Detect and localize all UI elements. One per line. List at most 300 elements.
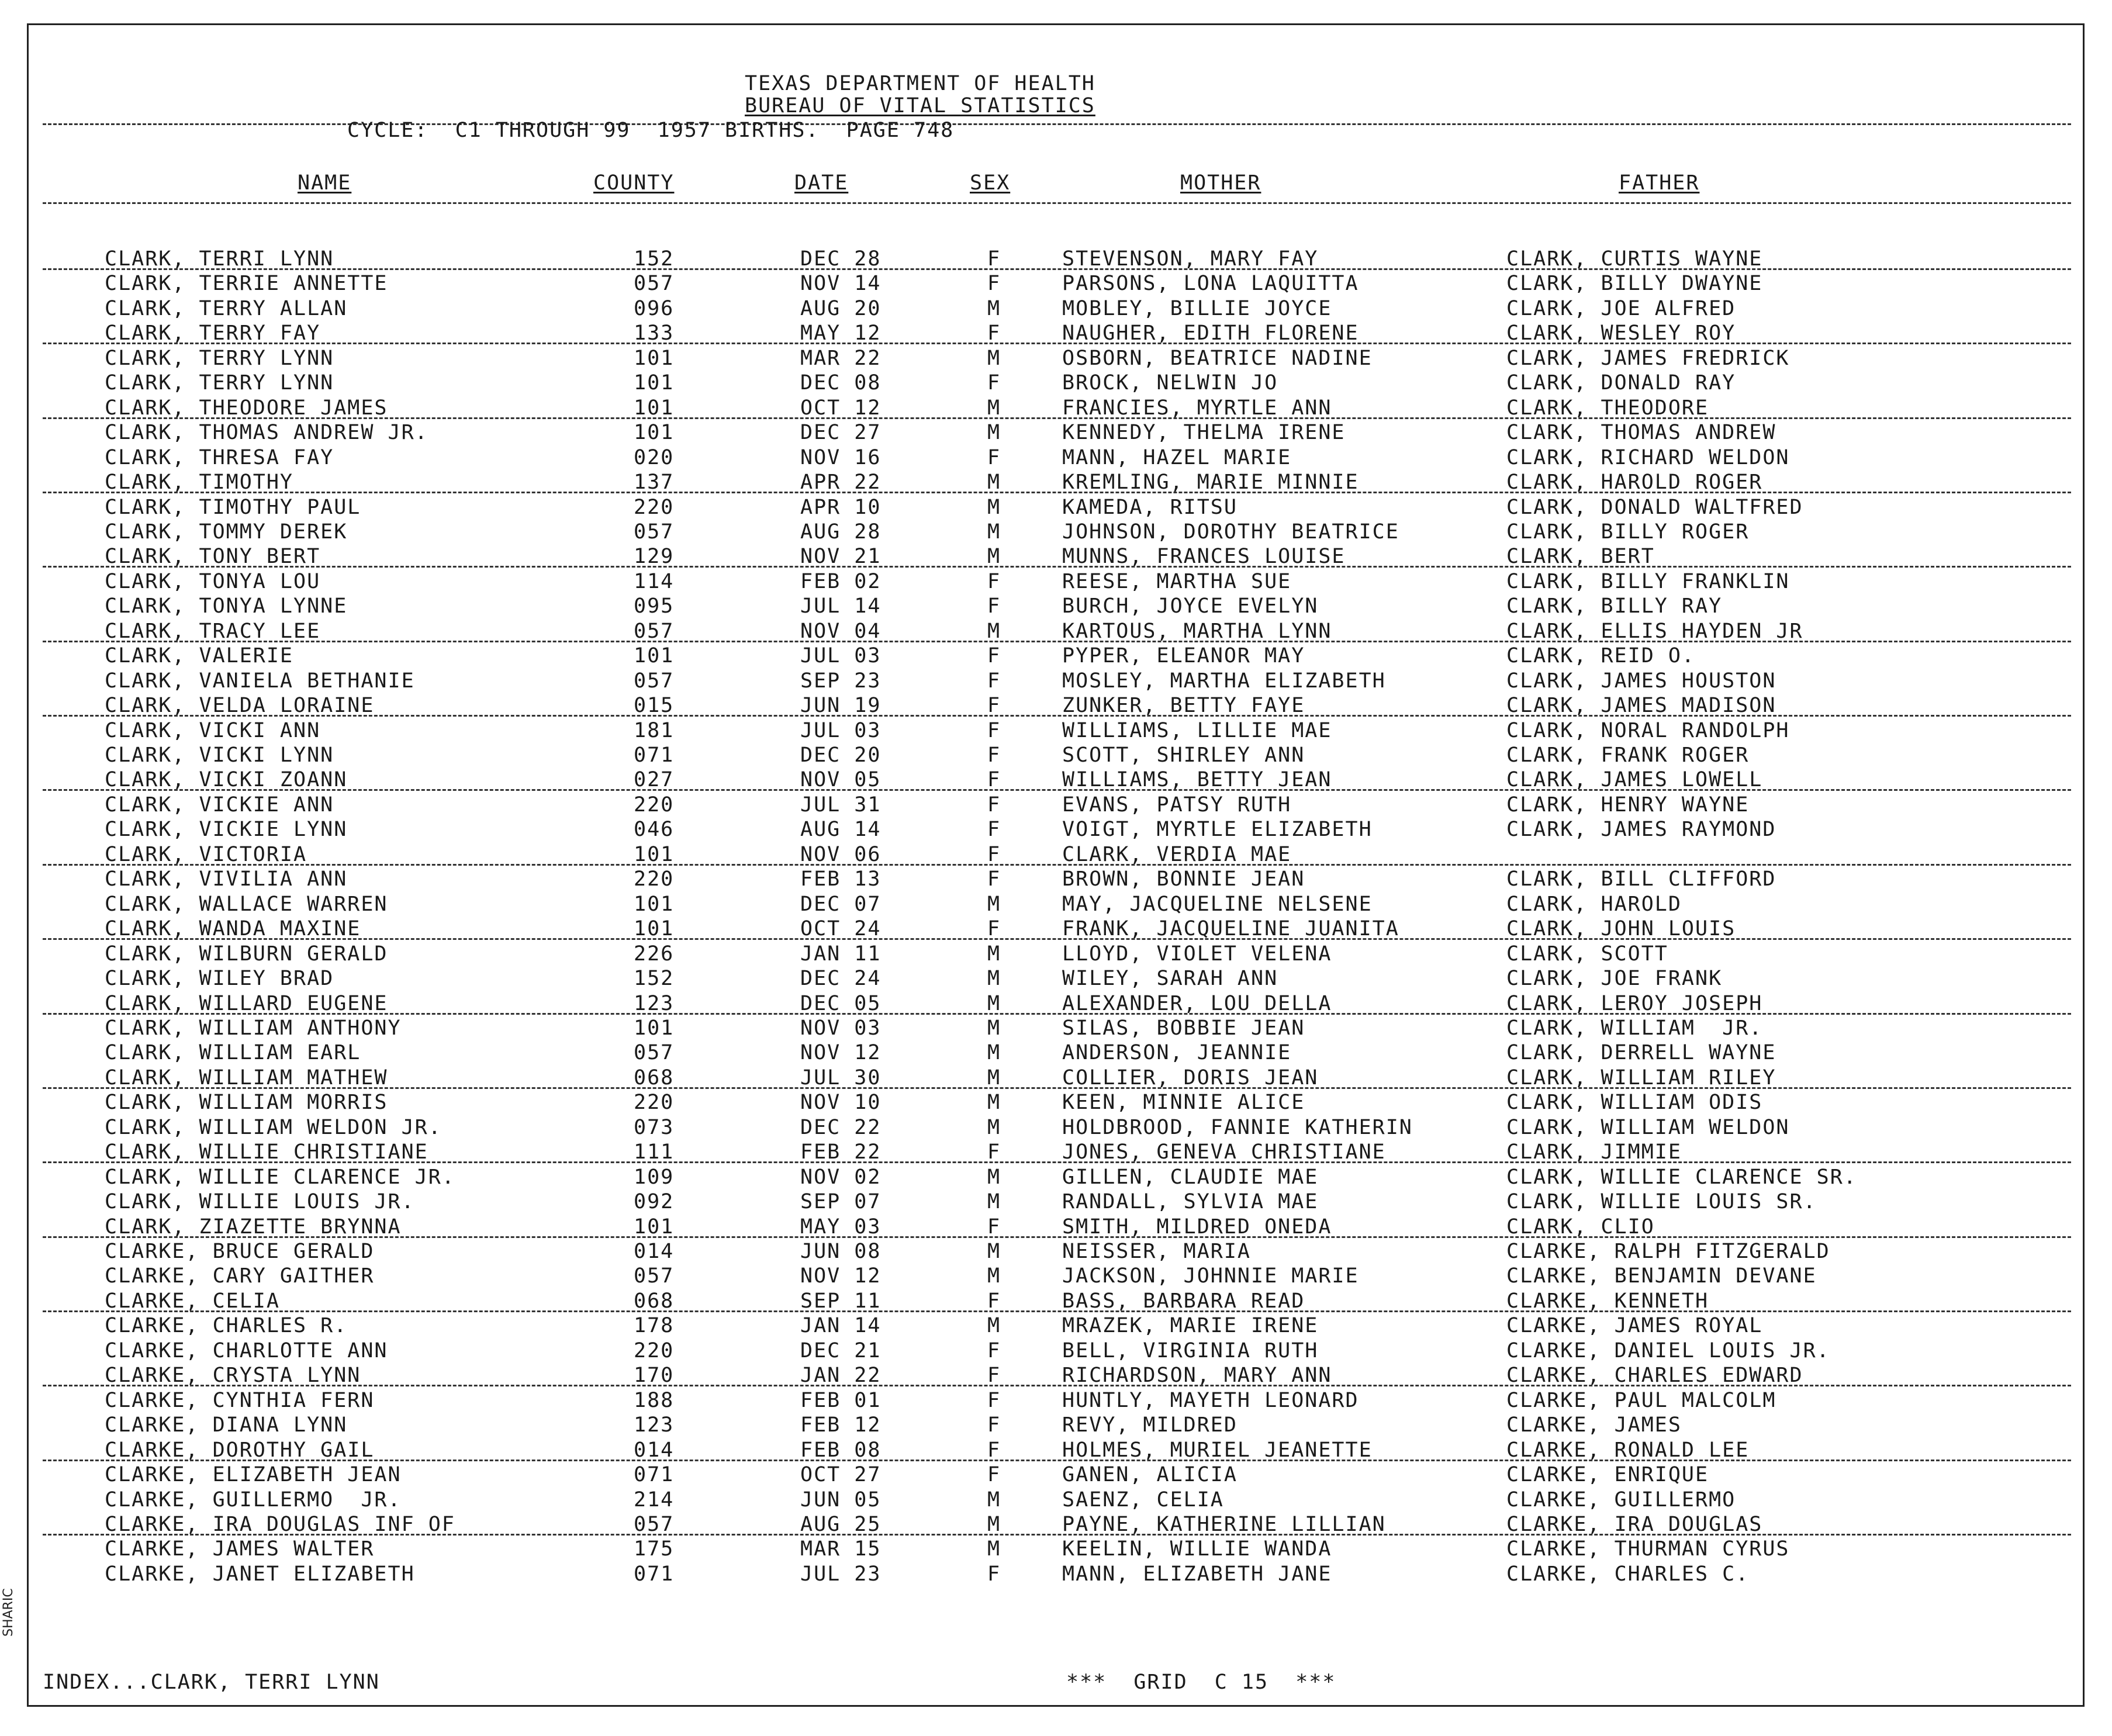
- cell-name: CLARK, TONY BERT: [105, 545, 321, 569]
- cell-county: 101: [634, 1016, 675, 1040]
- cell-father: CLARK, SCOTT: [1506, 942, 1668, 966]
- table-row: [29, 967, 2083, 992]
- cell-date: NOV 16: [800, 445, 882, 469]
- cell-county: 027: [634, 768, 675, 792]
- table-row: [29, 893, 2083, 918]
- cell-date: MAR 15: [800, 1537, 882, 1561]
- cell-date: OCT 12: [800, 396, 882, 420]
- cell-sex: M: [987, 1165, 1001, 1189]
- header-agency: TEXAS DEPARTMENT OF HEALTH: [745, 72, 1095, 95]
- cell-sex: M: [987, 1190, 1001, 1214]
- row-group-rule: [43, 566, 2071, 568]
- cell-county: 133: [634, 321, 675, 345]
- cell-date: SEP 07: [800, 1190, 882, 1214]
- cell-date: FEB 02: [800, 569, 882, 593]
- cell-county: 092: [634, 1190, 675, 1214]
- cell-sex: F: [987, 1215, 1001, 1239]
- cell-father: CLARKE, RALPH FITZGERALD: [1506, 1240, 1830, 1263]
- cell-county: 220: [634, 1091, 675, 1115]
- cell-date: NOV 02: [800, 1165, 882, 1189]
- cell-date: DEC 27: [800, 421, 882, 445]
- cell-name: CLARKE, CYNTHIA FERN: [105, 1388, 375, 1412]
- cell-sex: F: [987, 1364, 1001, 1388]
- table-row: [29, 1562, 2083, 1588]
- cell-name: CLARK, WALLACE WARREN: [105, 892, 388, 916]
- cell-mother: MANN, ELIZABETH JANE: [1062, 1562, 1332, 1586]
- cell-mother: EVANS, PATSY RUTH: [1062, 793, 1292, 817]
- cell-county: 101: [634, 892, 675, 916]
- cell-county: 057: [634, 669, 675, 693]
- column-header-rule: [43, 202, 2071, 204]
- column-header-county: COUNTY: [593, 171, 675, 195]
- cell-sex: F: [987, 669, 1001, 693]
- cell-father: CLARK, WILLIAM RILEY: [1506, 1066, 1776, 1090]
- header-bureau: BUREAU OF VITAL STATISTICS: [745, 94, 1095, 117]
- cell-mother: NEISSER, MARIA: [1062, 1240, 1252, 1263]
- cell-county: 111: [634, 1140, 675, 1164]
- cell-county: 101: [634, 396, 675, 420]
- cell-father: CLARK, JAMES HOUSTON: [1506, 669, 1776, 693]
- table-row: [29, 1463, 2083, 1488]
- cell-sex: F: [987, 569, 1001, 593]
- cell-date: JAN 14: [800, 1314, 882, 1338]
- cell-county: 014: [634, 1438, 675, 1462]
- cell-father: CLARK, ELLIS HAYDEN JR: [1506, 619, 1803, 643]
- cell-sex: M: [987, 1041, 1001, 1065]
- cell-name: CLARK, VICKI LYNN: [105, 743, 334, 767]
- table-row: [29, 1339, 2083, 1364]
- cell-date: NOV 03: [800, 1016, 882, 1040]
- cell-county: 214: [634, 1488, 675, 1512]
- cell-sex: M: [987, 1016, 1001, 1040]
- cell-father: CLARKE, BENJAMIN DEVANE: [1506, 1264, 1817, 1288]
- cell-father: CLARKE, CHARLES C.: [1506, 1562, 1750, 1586]
- table-row: [29, 570, 2083, 595]
- cell-father: CLARK, BILL CLIFFORD: [1506, 867, 1776, 891]
- column-header-sex: SEX: [970, 171, 1011, 195]
- cell-county: 046: [634, 818, 675, 842]
- cell-date: SEP 11: [800, 1289, 882, 1313]
- cell-father: CLARKE, ENRIQUE: [1506, 1463, 1709, 1487]
- cell-sex: F: [987, 1438, 1001, 1462]
- cell-mother: KAMEDA, RITSU: [1062, 495, 1238, 519]
- cell-name: CLARK, TERRIE ANNETTE: [105, 272, 388, 296]
- cell-date: JUL 23: [800, 1562, 882, 1586]
- cell-county: 137: [634, 471, 675, 494]
- cell-sex: F: [987, 1140, 1001, 1164]
- cell-name: CLARK, VICKI ZOANN: [105, 768, 348, 792]
- cell-mother: VOIGT, MYRTLE ELIZABETH: [1062, 818, 1373, 842]
- cell-name: CLARK, WILLIE CHRISTIANE: [105, 1140, 428, 1164]
- cell-mother: SAENZ, CELIA: [1062, 1488, 1224, 1512]
- cell-father: CLARKE, THURMAN CYRUS: [1506, 1537, 1790, 1561]
- cell-county: 014: [634, 1240, 675, 1263]
- cell-father: CLARK, BILLY ROGER: [1506, 520, 1750, 544]
- cell-county: 220: [634, 867, 675, 891]
- row-group-rule: [43, 268, 2071, 270]
- cell-date: DEC 24: [800, 967, 882, 991]
- table-row: [29, 1389, 2083, 1414]
- cell-date: JAN 22: [800, 1364, 882, 1388]
- cell-mother: BELL, VIRGINIA RUTH: [1062, 1339, 1319, 1362]
- cell-sex: F: [987, 694, 1001, 718]
- cell-sex: M: [987, 1240, 1001, 1263]
- cell-name: CLARK, WILLIE CLARENCE JR.: [105, 1165, 455, 1189]
- cell-county: 152: [634, 967, 675, 991]
- cell-sex: M: [987, 892, 1001, 916]
- cell-date: AUG 14: [800, 818, 882, 842]
- cell-mother: LLOYD, VIOLET VELENA: [1062, 942, 1332, 966]
- cell-sex: F: [987, 743, 1001, 767]
- cell-date: JUN 19: [800, 694, 882, 718]
- cell-mother: NAUGHER, EDITH FLORENE: [1062, 321, 1359, 345]
- column-header-name: NAME: [298, 171, 352, 195]
- cell-father: CLARK, HENRY WAYNE: [1506, 793, 1750, 817]
- cell-name: CLARK, WILLIAM MORRIS: [105, 1091, 388, 1115]
- cell-date: DEC 07: [800, 892, 882, 916]
- cell-mother: PYPER, ELEANOR MAY: [1062, 644, 1305, 668]
- cell-mother: SILAS, BOBBIE JEAN: [1062, 1016, 1305, 1040]
- cell-county: 095: [634, 594, 675, 618]
- cell-sex: M: [987, 296, 1001, 320]
- cell-name: CLARKE, GUILLERMO JR.: [105, 1488, 402, 1512]
- cell-name: CLARK, VICKI ANN: [105, 718, 321, 742]
- cell-mother: MUNNS, FRANCES LOUISE: [1062, 545, 1346, 569]
- cell-county: 057: [634, 619, 675, 643]
- cell-sex: M: [987, 495, 1001, 519]
- cell-sex: F: [987, 718, 1001, 742]
- table-row: [29, 297, 2083, 322]
- cell-date: AUG 25: [800, 1512, 882, 1536]
- cell-name: CLARK, TERRY LYNN: [105, 371, 334, 395]
- cell-name: CLARK, TERRI LYNN: [105, 247, 334, 271]
- cell-county: 129: [634, 545, 675, 569]
- cell-date: JUL 31: [800, 793, 882, 817]
- cell-sex: M: [987, 1264, 1001, 1288]
- table-row: [29, 1314, 2083, 1339]
- table-row: [29, 1413, 2083, 1438]
- cell-name: CLARK, VICTORIA: [105, 842, 307, 866]
- cell-mother: WILLIAMS, LILLIE MAE: [1062, 718, 1332, 742]
- cell-sex: F: [987, 371, 1001, 395]
- row-group-rule: [43, 864, 2071, 866]
- cell-father: CLARK, JOE FRANK: [1506, 967, 1723, 991]
- cell-father: CLARK, WILLIE LOUIS SR.: [1506, 1190, 1817, 1214]
- row-group-rule: [43, 1013, 2071, 1015]
- cell-county: 101: [634, 421, 675, 445]
- table-row: [29, 867, 2083, 893]
- cell-sex: F: [987, 247, 1001, 271]
- cell-county: 188: [634, 1388, 675, 1412]
- cell-sex: F: [987, 1463, 1001, 1487]
- cell-county: 178: [634, 1314, 675, 1338]
- cell-county: 175: [634, 1537, 675, 1561]
- cell-date: JUL 03: [800, 644, 882, 668]
- cell-county: 057: [634, 1264, 675, 1288]
- row-group-rule: [43, 417, 2071, 419]
- cell-sex: M: [987, 396, 1001, 420]
- cell-county: 220: [634, 793, 675, 817]
- cell-date: FEB 12: [800, 1413, 882, 1437]
- cell-date: FEB 13: [800, 867, 882, 891]
- cell-name: CLARK, ZIAZETTE BRYNNA: [105, 1215, 402, 1239]
- cell-father: CLARK, LEROY JOSEPH: [1506, 991, 1763, 1015]
- cell-county: 015: [634, 694, 675, 718]
- cell-name: CLARK, WILLIE LOUIS JR.: [105, 1190, 415, 1214]
- cell-mother: MANN, HAZEL MARIE: [1062, 445, 1292, 469]
- cell-name: CLARK, TONYA LOU: [105, 569, 321, 593]
- table-row: [29, 496, 2083, 521]
- cell-father: CLARK, CURTIS WAYNE: [1506, 247, 1763, 271]
- cell-father: CLARK, BERT: [1506, 545, 1655, 569]
- cell-name: CLARK, VICKIE LYNN: [105, 818, 348, 842]
- table-row: [29, 818, 2083, 843]
- cell-sex: M: [987, 967, 1001, 991]
- cell-mother: STEVENSON, MARY FAY: [1062, 247, 1319, 271]
- cell-date: NOV 05: [800, 768, 882, 792]
- cell-date: NOV 21: [800, 545, 882, 569]
- table-row: [29, 1116, 2083, 1141]
- cell-date: DEC 20: [800, 743, 882, 767]
- cell-mother: FRANCIES, MYRTLE ANN: [1062, 396, 1332, 420]
- cell-sex: F: [987, 594, 1001, 618]
- cell-name: CLARKE, JAMES WALTER: [105, 1537, 375, 1561]
- cell-name: CLARK, WILBURN GERALD: [105, 942, 388, 966]
- cell-mother: BROWN, BONNIE JEAN: [1062, 867, 1305, 891]
- cell-mother: BURCH, JOYCE EVELYN: [1062, 594, 1319, 618]
- cell-sex: M: [987, 346, 1001, 370]
- table-row: [29, 1041, 2083, 1066]
- cell-sex: M: [987, 1314, 1001, 1338]
- cell-date: JUN 08: [800, 1240, 882, 1263]
- table-row: [29, 371, 2083, 396]
- cell-name: CLARKE, CARY GAITHER: [105, 1264, 375, 1288]
- cell-mother: ZUNKER, BETTY FAYE: [1062, 694, 1305, 718]
- cell-county: 109: [634, 1165, 675, 1189]
- cell-mother: KREMLING, MARIE MINNIE: [1062, 471, 1359, 494]
- cell-name: CLARK, VICKIE ANN: [105, 793, 334, 817]
- cell-mother: KARTOUS, MARTHA LYNN: [1062, 619, 1332, 643]
- cell-mother: ANDERSON, JEANNIE: [1062, 1041, 1292, 1065]
- cell-father: CLARKE, IRA DOUGLAS: [1506, 1512, 1763, 1536]
- cell-mother: KENNEDY, THELMA IRENE: [1062, 421, 1346, 445]
- cell-date: MAY 12: [800, 321, 882, 345]
- row-group-rule: [43, 789, 2071, 791]
- cell-father: CLARK, DONALD RAY: [1506, 371, 1736, 395]
- cell-name: CLARKE, CELIA: [105, 1289, 280, 1313]
- cell-county: 057: [634, 520, 675, 544]
- cell-date: NOV 10: [800, 1091, 882, 1115]
- table-row: [29, 669, 2083, 694]
- cell-mother: MAY, JACQUELINE NELSENE: [1062, 892, 1373, 916]
- cell-father: CLARKE, JAMES: [1506, 1413, 1682, 1437]
- cell-mother: CLARK, VERDIA MAE: [1062, 842, 1292, 866]
- cell-father: CLARK, WILLIE CLARENCE SR.: [1506, 1165, 1857, 1189]
- cell-name: CLARK, TERRY LYNN: [105, 346, 334, 370]
- cell-father: CLARK, DERRELL WAYNE: [1506, 1041, 1776, 1065]
- cell-mother: MOBLEY, BILLIE JOYCE: [1062, 296, 1332, 320]
- cell-sex: F: [987, 818, 1001, 842]
- table-row: [29, 1016, 2083, 1042]
- cell-name: CLARK, THRESA FAY: [105, 445, 334, 469]
- row-group-rule: [43, 1385, 2071, 1386]
- cell-sex: F: [987, 1388, 1001, 1412]
- table-row: [29, 1488, 2083, 1513]
- row-group-rule: [43, 938, 2071, 940]
- cell-father: CLARK, BILLY RAY: [1506, 594, 1723, 618]
- cell-county: 071: [634, 1463, 675, 1487]
- cell-sex: M: [987, 545, 1001, 569]
- cell-mother: BASS, BARBARA READ: [1062, 1289, 1305, 1313]
- table-row: [29, 421, 2083, 446]
- cell-father: CLARK, FRANK ROGER: [1506, 743, 1750, 767]
- row-group-rule: [43, 641, 2071, 642]
- table-row: [29, 520, 2083, 545]
- cell-father: CLARKE, KENNETH: [1506, 1289, 1709, 1313]
- cell-mother: FRANK, JACQUELINE JUANITA: [1062, 917, 1399, 941]
- cell-date: OCT 27: [800, 1463, 882, 1487]
- cell-name: CLARKE, JANET ELIZABETH: [105, 1562, 415, 1586]
- cell-date: AUG 20: [800, 296, 882, 320]
- table-row: [29, 793, 2083, 818]
- row-group-rule: [43, 1534, 2071, 1536]
- cell-mother: REVY, MILDRED: [1062, 1413, 1238, 1437]
- cell-county: 170: [634, 1364, 675, 1388]
- cell-sex: M: [987, 991, 1001, 1015]
- cell-name: CLARK, WILLIAM EARL: [105, 1041, 361, 1065]
- cell-date: AUG 28: [800, 520, 882, 544]
- cell-father: CLARKE, CHARLES EDWARD: [1506, 1364, 1803, 1388]
- table-row: [29, 446, 2083, 471]
- cell-mother: PAYNE, KATHERINE LILLIAN: [1062, 1512, 1386, 1536]
- column-header-date: DATE: [794, 171, 849, 195]
- cell-date: NOV 06: [800, 842, 882, 866]
- cell-county: 068: [634, 1066, 675, 1090]
- cell-county: 220: [634, 495, 675, 519]
- cell-sex: F: [987, 1339, 1001, 1362]
- cell-name: CLARK, WANDA MAXINE: [105, 917, 361, 941]
- cell-mother: WILEY, SARAH ANN: [1062, 967, 1278, 991]
- cell-father: CLARK, WILLIAM WELDON: [1506, 1115, 1790, 1139]
- cell-father: CLARKE, DANIEL LOUIS JR.: [1506, 1339, 1830, 1362]
- cell-name: CLARK, VALERIE: [105, 644, 294, 668]
- cell-father: CLARKE, RONALD LEE: [1506, 1438, 1750, 1462]
- cell-mother: RANDALL, SYLVIA MAE: [1062, 1190, 1319, 1214]
- cell-name: CLARKE, DIANA LYNN: [105, 1413, 348, 1437]
- cell-county: 101: [634, 917, 675, 941]
- cell-county: 101: [634, 1215, 675, 1239]
- cell-mother: WILLIAMS, BETTY JEAN: [1062, 768, 1332, 792]
- cell-sex: F: [987, 793, 1001, 817]
- cell-name: CLARK, TIMOTHY: [105, 471, 294, 494]
- cell-mother: HUNTLY, MAYETH LEONARD: [1062, 1388, 1359, 1412]
- cell-sex: F: [987, 644, 1001, 668]
- cell-sex: F: [987, 445, 1001, 469]
- cell-mother: REESE, MARTHA SUE: [1062, 569, 1292, 593]
- cell-county: 114: [634, 569, 675, 593]
- cell-date: JUN 05: [800, 1488, 882, 1512]
- cell-mother: JACKSON, JOHNNIE MARIE: [1062, 1264, 1359, 1288]
- cell-name: CLARK, VIVILIA ANN: [105, 867, 348, 891]
- cell-name: CLARKE, DOROTHY GAIL: [105, 1438, 375, 1462]
- cell-father: CLARK, JAMES FREDRICK: [1506, 346, 1790, 370]
- column-header-father: FATHER: [1619, 171, 1700, 195]
- table-row: [29, 272, 2083, 297]
- cell-date: DEC 05: [800, 991, 882, 1015]
- table-row: [29, 347, 2083, 372]
- cell-date: NOV 14: [800, 272, 882, 296]
- cell-sex: F: [987, 867, 1001, 891]
- cell-sex: M: [987, 421, 1001, 445]
- side-code-label: SHARIC: [1, 1588, 16, 1637]
- cell-name: CLARKE, CRYSTA LYNN: [105, 1364, 361, 1388]
- table-row: [29, 1264, 2083, 1289]
- cell-mother: HOLDBROOD, FANNIE KATHERIN: [1062, 1115, 1413, 1139]
- cell-sex: F: [987, 842, 1001, 866]
- table-row: [29, 644, 2083, 669]
- column-header-row: [29, 171, 2083, 200]
- cell-date: JUL 03: [800, 718, 882, 742]
- cell-sex: F: [987, 272, 1001, 296]
- cell-father: CLARK, HAROLD: [1506, 892, 1682, 916]
- cell-name: CLARK, TERRY ALLAN: [105, 296, 348, 320]
- cell-mother: ALEXANDER, LOU DELLA: [1062, 991, 1332, 1015]
- footer-grid: *** GRID C 15 ***: [1066, 1671, 1336, 1694]
- cell-sex: M: [987, 1066, 1001, 1090]
- cell-date: JUL 30: [800, 1066, 882, 1090]
- cell-date: MAR 22: [800, 346, 882, 370]
- footer-index: INDEX...CLARK, TERRI LYNN: [43, 1671, 380, 1694]
- cell-father: CLARK, BILLY DWAYNE: [1506, 272, 1763, 296]
- cell-mother: RICHARDSON, MARY ANN: [1062, 1364, 1332, 1388]
- cell-name: CLARK, TRACY LEE: [105, 619, 321, 643]
- cell-father: CLARK, RICHARD WELDON: [1506, 445, 1790, 469]
- cell-county: 101: [634, 371, 675, 395]
- cell-mother: COLLIER, DORIS JEAN: [1062, 1066, 1319, 1090]
- column-header-mother: MOTHER: [1180, 171, 1261, 195]
- cell-father: CLARK, THOMAS ANDREW: [1506, 421, 1776, 445]
- cell-county: 020: [634, 445, 675, 469]
- cell-name: CLARK, WILLIAM ANTHONY: [105, 1016, 402, 1040]
- table-row: [29, 1166, 2083, 1191]
- cell-county: 152: [634, 247, 675, 271]
- cell-mother: HOLMES, MURIEL JEANETTE: [1062, 1438, 1373, 1462]
- row-group-rule: [43, 715, 2071, 717]
- table-row: [29, 594, 2083, 620]
- cell-date: FEB 08: [800, 1438, 882, 1462]
- cell-date: SEP 23: [800, 669, 882, 693]
- cell-sex: M: [987, 1115, 1001, 1139]
- cell-county: 123: [634, 991, 675, 1015]
- cell-name: CLARK, WILLIAM WELDON JR.: [105, 1115, 442, 1139]
- cell-county: 226: [634, 942, 675, 966]
- cell-mother: SCOTT, SHIRLEY ANN: [1062, 743, 1305, 767]
- cell-name: CLARK, TONYA LYNNE: [105, 594, 348, 618]
- cell-county: 057: [634, 1041, 675, 1065]
- cell-name: CLARK, TERRY FAY: [105, 321, 321, 345]
- cell-mother: SMITH, MILDRED ONEDA: [1062, 1215, 1332, 1239]
- cell-name: CLARK, TOMMY DEREK: [105, 520, 348, 544]
- cell-county: 181: [634, 718, 675, 742]
- cell-sex: M: [987, 1488, 1001, 1512]
- cell-date: JAN 11: [800, 942, 882, 966]
- cell-name: CLARKE, CHARLES R.: [105, 1314, 348, 1338]
- cell-date: DEC 22: [800, 1115, 882, 1139]
- cell-father: CLARKE, GUILLERMO: [1506, 1488, 1736, 1512]
- cell-father: CLARK, BILLY FRANKLIN: [1506, 569, 1790, 593]
- cell-sex: M: [987, 1537, 1001, 1561]
- row-group-rule: [43, 343, 2071, 344]
